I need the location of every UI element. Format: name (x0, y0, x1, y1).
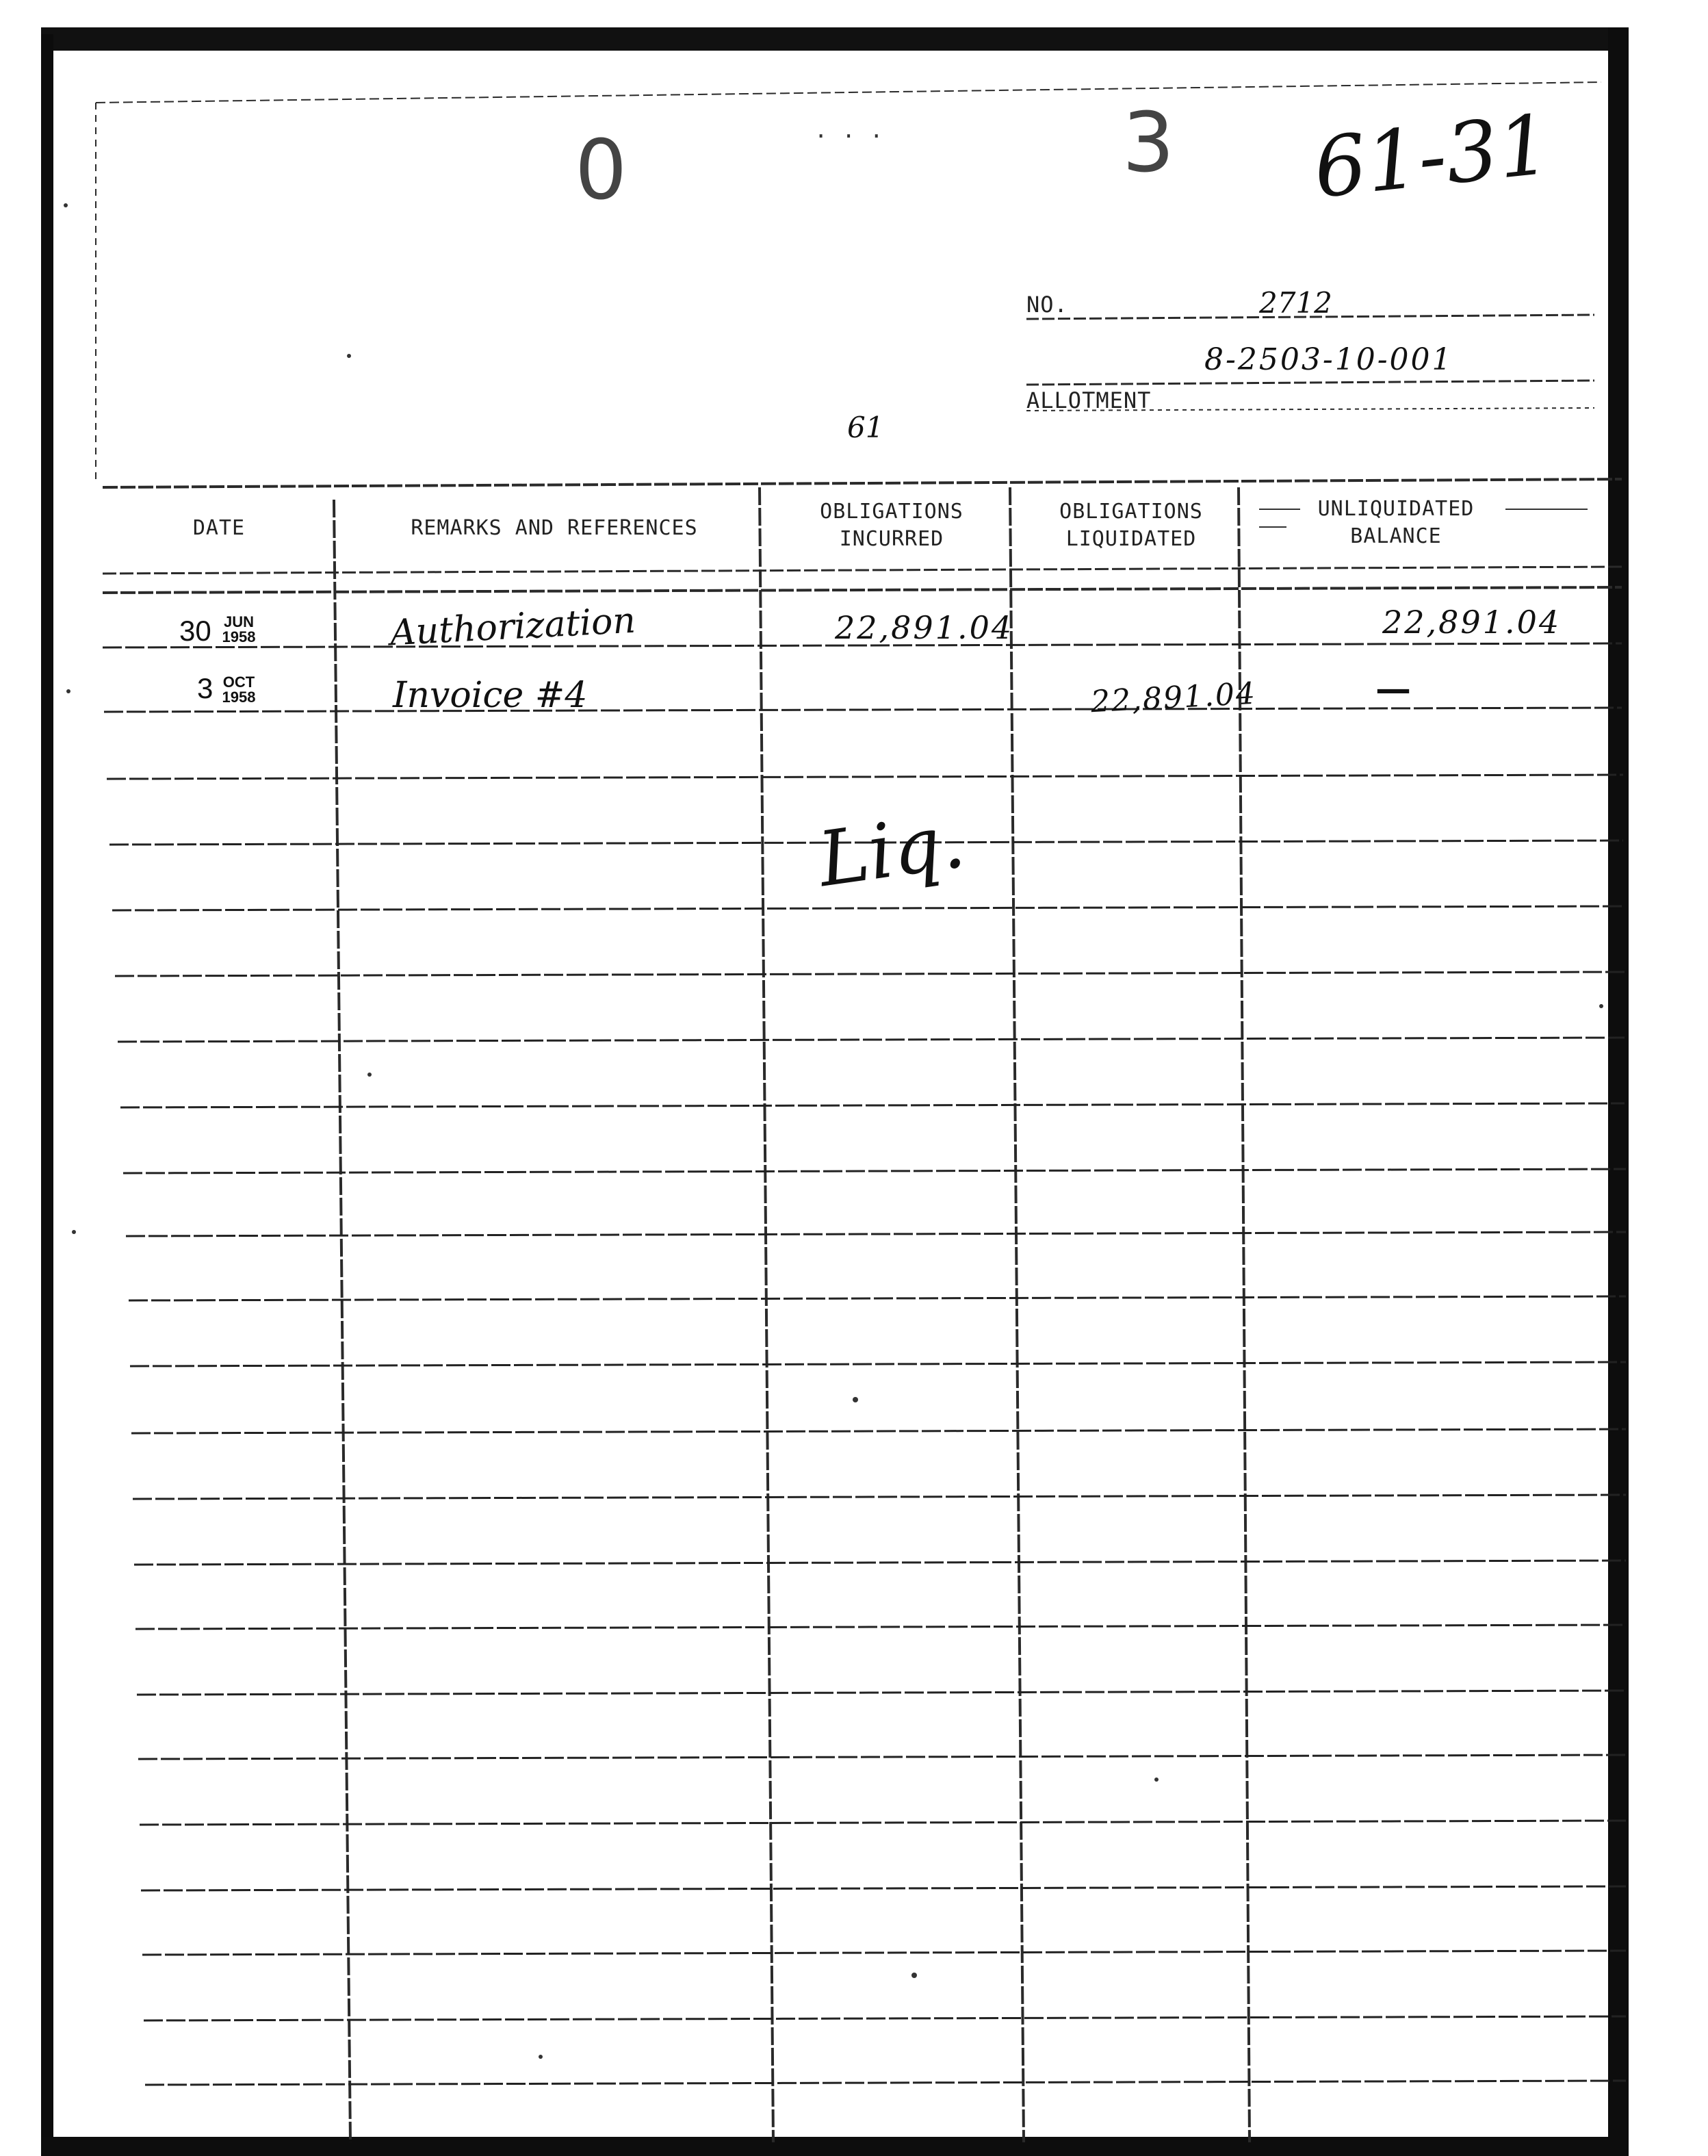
col-header-balance-line1: UNLIQUIDATED (1317, 497, 1475, 521)
circle-mark-right: 3 (1122, 96, 1175, 191)
file-reference: 61-31 (1309, 97, 1555, 217)
col-header-balance (1252, 496, 1540, 550)
entry-1-incurred: 22,891.04 (835, 609, 1014, 646)
col-header-remarks (342, 515, 766, 542)
circle-mark-left: 0 (575, 123, 627, 218)
allotment-label: ALLOTMENT (1026, 387, 1152, 413)
col-header-liquidated (1017, 498, 1245, 553)
col-header-incurred (766, 498, 1017, 553)
entry-1-month-year (215, 615, 263, 645)
liquidated-annotation: Liq. (813, 796, 970, 904)
entry-2-remarks: Invoice #4 (393, 675, 588, 716)
entry-2-month-year (215, 675, 263, 705)
col-header-incurred-line2: INCURRED (839, 527, 944, 551)
entry-1-remarks: Authorization (389, 600, 637, 654)
entry-2-month: OCT (222, 673, 255, 691)
no-value: 2712 (1259, 286, 1332, 320)
no-label: NO. (1026, 292, 1068, 318)
entry-1-balance: 22,891.04 (1382, 604, 1562, 641)
entry-1-month: JUN (223, 613, 254, 630)
col-header-date-text: DATE (192, 516, 246, 540)
col-header-liquidated-line2: LIQUIDATED (1065, 527, 1197, 551)
col-header-date (103, 515, 335, 542)
entry-1-year: 1958 (222, 628, 256, 645)
entry-1-day: 30 (179, 615, 211, 647)
entry-2-liquidated: 22,891.04 (1089, 676, 1258, 720)
col-header-balance-line2: BALANCE (1350, 524, 1442, 548)
col-header-incurred-line1: OBLIGATIONS (820, 500, 963, 524)
center-note: 61 (847, 411, 884, 444)
col-header-remarks-text: REMARKS AND REFERENCES (411, 516, 698, 540)
entry-2-balance: — (1375, 668, 1411, 710)
entry-2-day: 3 (197, 672, 214, 704)
dots-mark: · · · (814, 123, 884, 149)
allotment-value: 8-2503-10-001 (1204, 342, 1453, 377)
col-header-liquidated-line1: OBLIGATIONS (1059, 500, 1203, 524)
entry-2-year: 1958 (222, 689, 256, 706)
